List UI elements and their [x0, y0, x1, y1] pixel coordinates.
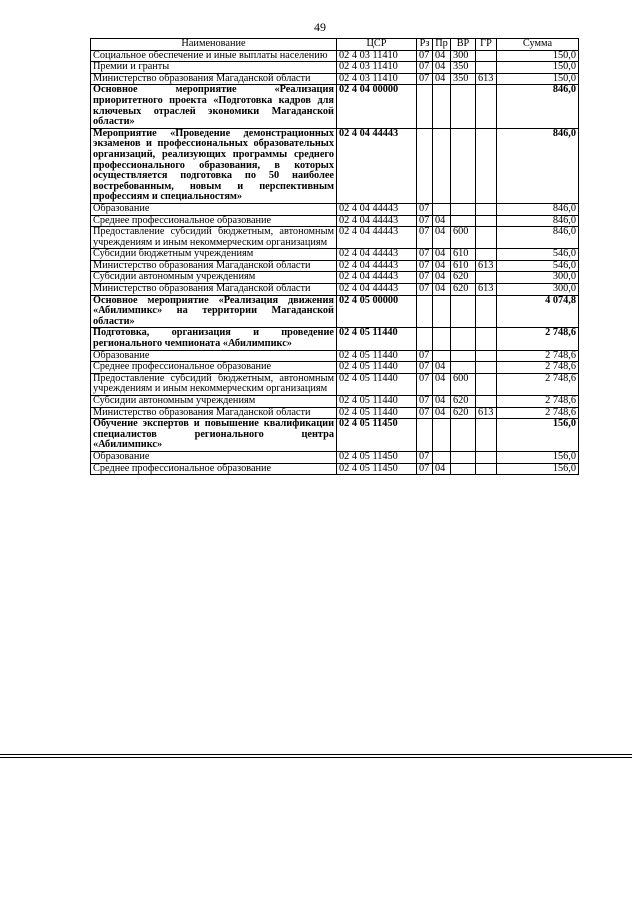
header-pr: Пр [433, 39, 451, 51]
cell-csr: 02 4 05 11440 [337, 407, 417, 419]
cell-sum: 156,0 [497, 419, 579, 452]
cell-rz [417, 419, 433, 452]
cell-rz [417, 128, 433, 203]
cell-rz: 07 [417, 407, 433, 419]
cell-vr [451, 128, 476, 203]
table-row [91, 128, 579, 203]
cell-name: Подготовка, организация и проведение регионального чемпионата «Абилимпикс» [91, 328, 337, 350]
table-row [91, 362, 579, 374]
cell-csr: 02 4 03 11410 [337, 73, 417, 85]
cell-name: Предоставление субсидий бюджетным, автономным учреждениям и иным некоммерческим организациям [91, 373, 337, 395]
cell-gr [476, 463, 497, 475]
cell-vr: 350 [451, 73, 476, 85]
table-row [91, 260, 579, 272]
cell-vr [451, 419, 476, 452]
cell-gr: 613 [476, 73, 497, 85]
cell-csr: 02 4 05 11450 [337, 463, 417, 475]
cell-pr: 04 [433, 62, 451, 74]
cell-pr: 04 [433, 73, 451, 85]
table-row [91, 85, 579, 128]
cell-name: Субсидии бюджетным учреждениям [91, 249, 337, 261]
cell-rz: 07 [417, 73, 433, 85]
table-row [91, 227, 579, 249]
cell-gr [476, 295, 497, 328]
cell-sum: 156,0 [497, 451, 579, 463]
cell-sum: 546,0 [497, 260, 579, 272]
footer-rule-top [0, 754, 632, 755]
cell-pr: 04 [433, 227, 451, 249]
cell-rz: 07 [417, 463, 433, 475]
table-row [91, 295, 579, 328]
cell-gr [476, 85, 497, 128]
cell-csr: 02 4 05 11440 [337, 328, 417, 350]
cell-rz: 07 [417, 272, 433, 284]
cell-sum: 846,0 [497, 227, 579, 249]
cell-gr: 613 [476, 284, 497, 296]
table-row [91, 407, 579, 419]
cell-gr [476, 128, 497, 203]
cell-csr: 02 4 05 11450 [337, 451, 417, 463]
cell-vr [451, 350, 476, 362]
cell-gr [476, 227, 497, 249]
cell-name: Среднее профессиональное образование [91, 463, 337, 475]
cell-name: Основное мероприятие «Реализация движения «Абилимпикс» на территории Магаданской области» [91, 295, 337, 328]
cell-name: Мероприятие «Проведение демонстрационных экзаменов и профессиональных образовательных организаций, реализующих программы среднего профессионального образования, в которых осуществляется подготовка по 50 наиболее востребованным, новым и перспективным профессиям и специальностям» [91, 128, 337, 203]
cell-csr: 02 4 04 44443 [337, 203, 417, 215]
cell-rz: 07 [417, 362, 433, 374]
cell-gr [476, 272, 497, 284]
cell-pr [433, 419, 451, 452]
cell-name: Министерство образования Магаданской области [91, 284, 337, 296]
table-row [91, 215, 579, 227]
cell-sum: 546,0 [497, 249, 579, 261]
cell-vr: 350 [451, 62, 476, 74]
cell-rz: 07 [417, 451, 433, 463]
cell-csr: 02 4 05 11440 [337, 396, 417, 408]
footer-rule-bottom [0, 757, 632, 758]
table-row [91, 249, 579, 261]
cell-gr [476, 350, 497, 362]
table-row [91, 50, 579, 62]
cell-sum: 2 748,6 [497, 373, 579, 395]
cell-rz: 07 [417, 396, 433, 408]
cell-sum: 4 074,8 [497, 295, 579, 328]
cell-name: Образование [91, 451, 337, 463]
cell-rz [417, 328, 433, 350]
cell-name: Предоставление субсидий бюджетным, автономным учреждениям и иным некоммерческим организациям [91, 227, 337, 249]
cell-csr: 02 4 05 11450 [337, 419, 417, 452]
cell-sum: 300,0 [497, 272, 579, 284]
cell-sum: 150,0 [497, 62, 579, 74]
cell-name: Обучение экспертов и повышение квалификации специалистов регионального центра «Абилимпикс» [91, 419, 337, 452]
cell-rz: 07 [417, 373, 433, 395]
cell-gr [476, 373, 497, 395]
header-gr: ГР [476, 39, 497, 51]
cell-pr: 04 [433, 396, 451, 408]
cell-sum: 156,0 [497, 463, 579, 475]
cell-rz: 07 [417, 203, 433, 215]
table-row [91, 396, 579, 408]
cell-csr: 02 4 04 44443 [337, 272, 417, 284]
cell-name: Премии и гранты [91, 62, 337, 74]
cell-gr [476, 62, 497, 74]
header-vr: ВР [451, 39, 476, 51]
cell-vr: 620 [451, 407, 476, 419]
page-number: 49 [314, 20, 326, 34]
cell-rz: 07 [417, 50, 433, 62]
cell-rz: 07 [417, 260, 433, 272]
cell-csr: 02 4 05 00000 [337, 295, 417, 328]
cell-gr: 613 [476, 260, 497, 272]
cell-csr: 02 4 04 44443 [337, 249, 417, 261]
table-row [91, 419, 579, 452]
cell-vr: 610 [451, 249, 476, 261]
table-row [91, 62, 579, 74]
cell-pr [433, 328, 451, 350]
table-row [91, 350, 579, 362]
cell-rz: 07 [417, 350, 433, 362]
cell-rz: 07 [417, 215, 433, 227]
cell-sum: 150,0 [497, 73, 579, 85]
cell-pr: 04 [433, 407, 451, 419]
cell-name: Субсидии автономным учреждениям [91, 272, 337, 284]
cell-gr: 613 [476, 407, 497, 419]
cell-pr: 04 [433, 373, 451, 395]
cell-sum: 2 748,6 [497, 328, 579, 350]
table-row [91, 451, 579, 463]
cell-rz [417, 295, 433, 328]
table-header-row [91, 39, 579, 51]
table-body [91, 50, 579, 475]
table-row [91, 203, 579, 215]
cell-rz: 07 [417, 62, 433, 74]
cell-sum: 150,0 [497, 50, 579, 62]
cell-name: Министерство образования Магаданской области [91, 260, 337, 272]
cell-csr: 02 4 04 44443 [337, 284, 417, 296]
cell-vr [451, 215, 476, 227]
cell-name: Среднее профессиональное образование [91, 362, 337, 374]
cell-rz: 07 [417, 284, 433, 296]
cell-vr: 300 [451, 50, 476, 62]
cell-name: Социальное обеспечение и иные выплаты населению [91, 50, 337, 62]
cell-sum: 2 748,6 [497, 407, 579, 419]
cell-csr: 02 4 04 44443 [337, 215, 417, 227]
cell-pr: 04 [433, 260, 451, 272]
cell-pr [433, 128, 451, 203]
cell-vr [451, 362, 476, 374]
cell-name: Министерство образования Магаданской области [91, 73, 337, 85]
cell-gr [476, 451, 497, 463]
cell-pr [433, 451, 451, 463]
cell-gr [476, 249, 497, 261]
cell-vr [451, 328, 476, 350]
cell-csr: 02 4 04 00000 [337, 85, 417, 128]
budget-table [90, 38, 579, 475]
cell-name: Образование [91, 350, 337, 362]
cell-pr [433, 85, 451, 128]
cell-vr: 620 [451, 272, 476, 284]
cell-vr [451, 85, 476, 128]
table-row [91, 284, 579, 296]
cell-sum: 846,0 [497, 215, 579, 227]
cell-vr [451, 203, 476, 215]
cell-sum: 2 748,6 [497, 350, 579, 362]
cell-sum: 2 748,6 [497, 396, 579, 408]
cell-vr [451, 463, 476, 475]
cell-name: Образование [91, 203, 337, 215]
cell-gr [476, 203, 497, 215]
cell-pr: 04 [433, 463, 451, 475]
cell-rz [417, 85, 433, 128]
cell-name: Субсидии автономным учреждениям [91, 396, 337, 408]
table-row [91, 272, 579, 284]
cell-vr [451, 451, 476, 463]
cell-csr: 02 4 03 11410 [337, 62, 417, 74]
cell-sum: 300,0 [497, 284, 579, 296]
cell-csr: 02 4 04 44443 [337, 260, 417, 272]
cell-csr: 02 4 05 11440 [337, 362, 417, 374]
cell-pr [433, 350, 451, 362]
header-name: Наименование [91, 39, 337, 51]
cell-pr: 04 [433, 272, 451, 284]
cell-pr: 04 [433, 249, 451, 261]
cell-vr: 610 [451, 260, 476, 272]
cell-gr [476, 328, 497, 350]
header-rz: Рз [417, 39, 433, 51]
table-row [91, 463, 579, 475]
cell-vr: 600 [451, 373, 476, 395]
cell-sum: 2 748,6 [497, 362, 579, 374]
header-csr: ЦСР [337, 39, 417, 51]
cell-csr: 02 4 04 44443 [337, 128, 417, 203]
cell-gr [476, 215, 497, 227]
cell-rz: 07 [417, 227, 433, 249]
cell-pr: 04 [433, 215, 451, 227]
cell-name: Среднее профессиональное образование [91, 215, 337, 227]
cell-sum: 846,0 [497, 128, 579, 203]
cell-csr: 02 4 05 11440 [337, 350, 417, 362]
cell-vr: 620 [451, 396, 476, 408]
cell-vr [451, 295, 476, 328]
cell-vr: 620 [451, 284, 476, 296]
cell-sum: 846,0 [497, 203, 579, 215]
table-row [91, 73, 579, 85]
cell-pr: 04 [433, 50, 451, 62]
cell-gr [476, 50, 497, 62]
header-sum: Сумма [497, 39, 579, 51]
cell-vr: 600 [451, 227, 476, 249]
cell-csr: 02 4 04 44443 [337, 227, 417, 249]
cell-csr: 02 4 03 11410 [337, 50, 417, 62]
cell-rz: 07 [417, 249, 433, 261]
cell-pr: 04 [433, 362, 451, 374]
cell-name: Министерство образования Магаданской области [91, 407, 337, 419]
cell-name: Основное мероприятие «Реализация приоритетного проекта «Подготовка кадров для ключевых отраслей экономики Магаданской области» [91, 85, 337, 128]
cell-pr [433, 295, 451, 328]
cell-pr: 04 [433, 284, 451, 296]
table-row [91, 328, 579, 350]
cell-sum: 846,0 [497, 85, 579, 128]
cell-csr: 02 4 05 11440 [337, 373, 417, 395]
cell-gr [476, 362, 497, 374]
cell-gr [476, 419, 497, 452]
table-row [91, 373, 579, 395]
cell-pr [433, 203, 451, 215]
cell-gr [476, 396, 497, 408]
